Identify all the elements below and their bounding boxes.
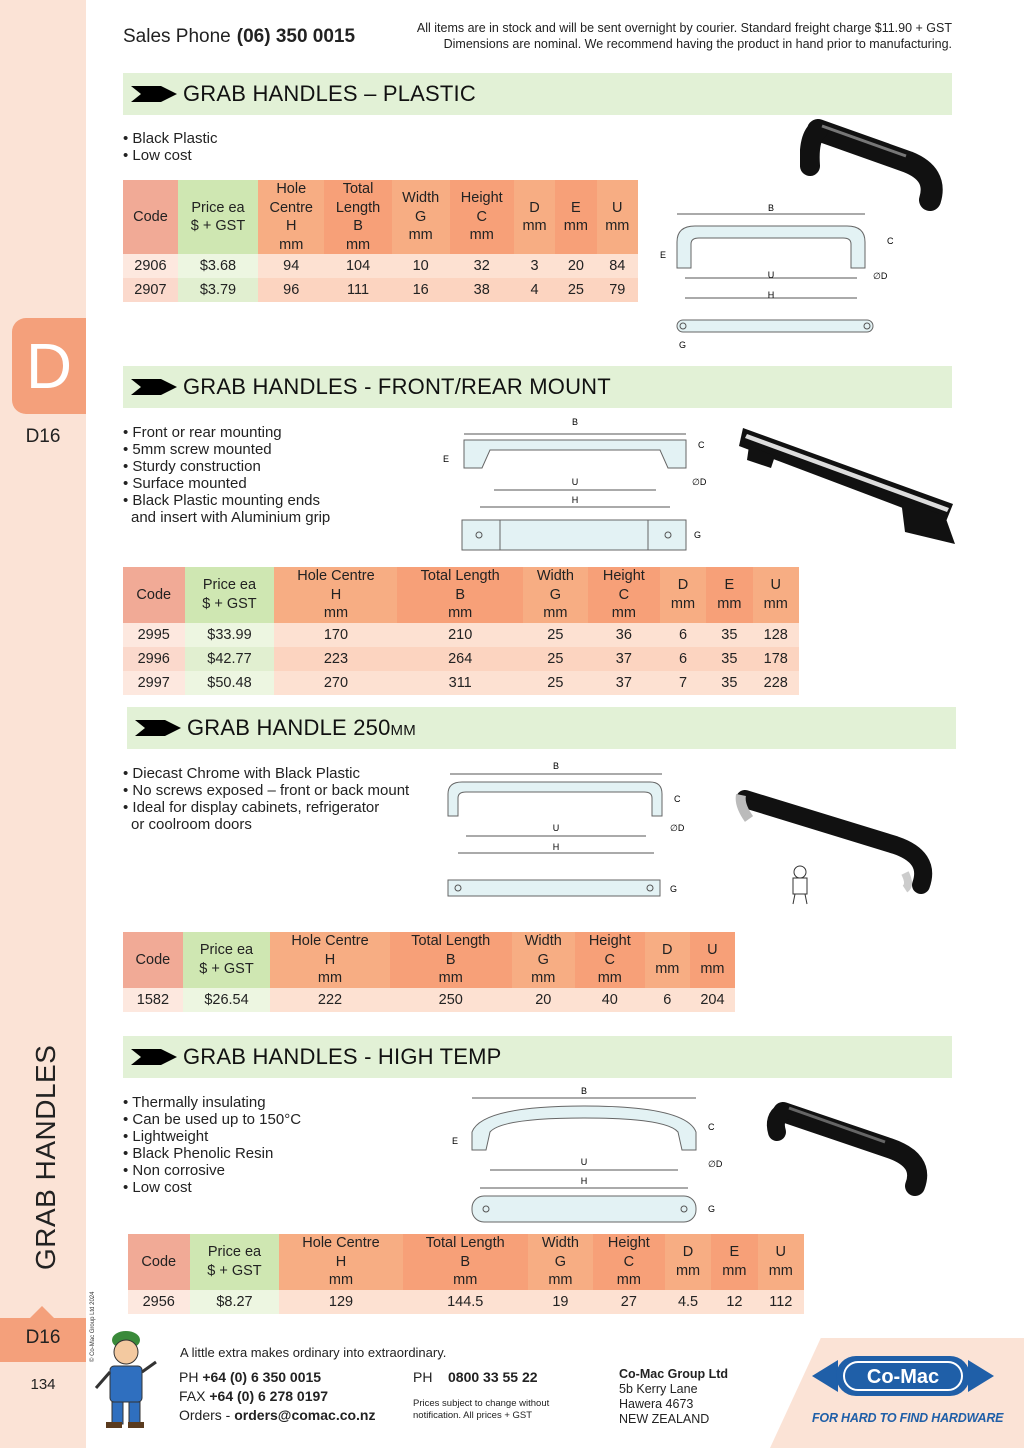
dim-label: H (552, 842, 560, 852)
table-cell: 210 (397, 623, 522, 647)
bullet: • Ideal for display cabinets, refrigerator (123, 799, 380, 816)
section-title-unit: MM (390, 722, 416, 739)
table-cell: 19 (528, 1290, 593, 1314)
table-cell: 35 (706, 647, 752, 671)
dim-label: E (452, 1136, 459, 1146)
table-cell: 104 (324, 254, 391, 278)
section-title-main: GRAB HANDLE 250 (187, 715, 391, 740)
sales-phone-label: Sales Phone (123, 26, 231, 47)
column-header: E mm (555, 180, 596, 254)
section-bar-high-temp (123, 1036, 952, 1078)
section-letter-tab: D (12, 318, 86, 414)
ph2-number: 0800 33 55 22 (448, 1369, 538, 1385)
table-cell: 36 (588, 623, 660, 647)
table-cell: 4.5 (665, 1290, 711, 1314)
table-row (123, 647, 799, 671)
table-cell: 25 (523, 671, 588, 695)
table-cell: 112 (758, 1290, 804, 1314)
table-row (123, 278, 638, 302)
table-cell: 228 (753, 671, 799, 695)
table-cell: 84 (597, 254, 638, 278)
diagram-high-temp (446, 1084, 736, 1229)
table-cell: 270 (274, 671, 397, 695)
dim-label: ∅D (670, 823, 685, 833)
dim-label: U (767, 270, 775, 280)
dim-label: B (767, 203, 775, 213)
table-cell: 12 (711, 1290, 757, 1314)
table-cell: 2907 (123, 278, 178, 302)
table-cell: 27 (593, 1290, 665, 1314)
column-header: Price ea $ + GST (185, 567, 275, 623)
column-header: D mm (665, 1234, 711, 1290)
table-cell: 16 (392, 278, 450, 302)
orders-email[interactable]: orders@comac.co.nz (234, 1407, 376, 1423)
handle-photo-plastic (800, 118, 945, 213)
handle-photo-high-temp (765, 1098, 935, 1198)
dim-label: B (552, 761, 560, 771)
column-header: Hole Centre H mm (258, 180, 324, 254)
handle-photo-250mm (735, 785, 935, 895)
table-cell: 7 (660, 671, 706, 695)
table-row (128, 1290, 804, 1314)
sales-phone-number: (06) 350 0015 (236, 26, 356, 47)
table-cell: 178 (753, 647, 799, 671)
bullet: • Black Phenolic Resin (123, 1145, 274, 1162)
column-header: D mm (660, 567, 706, 623)
mascot-small-icon (785, 864, 815, 906)
dim-label: G (708, 1204, 716, 1214)
table-cell: 6 (645, 988, 690, 1012)
table-cell: 170 (274, 623, 397, 647)
dim-label: ∅D (708, 1159, 723, 1169)
bullet: • No screws exposed – front or back mount (123, 782, 410, 799)
arrow-icon (131, 377, 177, 397)
footer-prices-note (413, 1398, 583, 1422)
column-header: D mm (645, 932, 690, 988)
dim-label: G (679, 340, 687, 350)
table-cell: 111 (324, 278, 391, 302)
bullets-front-rear (123, 424, 330, 526)
column-header: E mm (706, 567, 752, 623)
column-header: Width G mm (392, 180, 450, 254)
table-cell: 35 (706, 671, 752, 695)
table-cell: $26.54 (183, 988, 270, 1012)
dim-label: ∅D (692, 477, 707, 487)
section-title: GRAB HANDLES – PLASTIC (183, 81, 476, 106)
table-cell: 129 (279, 1290, 402, 1314)
table-cell: 35 (706, 623, 752, 647)
column-header: Price ea $ + GST (183, 932, 270, 988)
bullet: • Black Plastic mounting ends (123, 492, 321, 509)
dim-label: C (698, 440, 705, 450)
prices-line1: Prices subject to change without (413, 1398, 550, 1409)
copyright-text: © Co-Mac Group Ltd 2024 (90, 1291, 96, 1362)
section-title: GRAB HANDLES - HIGH TEMP (183, 1044, 502, 1069)
column-header: Height C mm (575, 932, 645, 988)
table-cell: $50.48 (185, 671, 275, 695)
column-header: Code (123, 932, 183, 988)
table-cell: 2995 (123, 623, 185, 647)
bullet: • Black Plastic (123, 130, 218, 147)
column-header: Price ea $ + GST (190, 1234, 280, 1290)
table-cell: 20 (555, 254, 596, 278)
table-header-row (123, 567, 799, 623)
dim-label: H (571, 495, 579, 505)
column-header: Price ea $ + GST (178, 180, 258, 254)
table-cell: 250 (390, 988, 512, 1012)
column-header: E mm (711, 1234, 757, 1290)
table-header-row (123, 180, 638, 254)
column-header: Total Length B mm (403, 1234, 528, 1290)
bullets-250mm (123, 765, 409, 833)
handle-photo-front-rear (735, 420, 960, 545)
column-header: Hole Centre H mm (270, 932, 390, 988)
bullets-plastic (123, 130, 217, 164)
orders-label: Orders - (179, 1407, 231, 1423)
table-cell: 2996 (123, 647, 185, 671)
table-cell: $33.99 (185, 623, 275, 647)
arrow-icon (131, 84, 177, 104)
bullet: or coolroom doors (131, 816, 252, 833)
table-cell: 6 (660, 647, 706, 671)
table-cell: $42.77 (185, 647, 275, 671)
table-cell: 94 (258, 254, 324, 278)
table-cell: 10 (392, 254, 450, 278)
bullet: • Surface mounted (123, 475, 247, 492)
column-header: Code (128, 1234, 190, 1290)
arrow-icon (131, 1047, 177, 1067)
bullet: • Can be used up to 150°C (123, 1111, 302, 1128)
arrow-icon (135, 718, 181, 738)
column-header: Height C mm (450, 180, 514, 254)
dim-label: B (571, 417, 579, 427)
section-bar-250mm (127, 707, 956, 749)
table-row (123, 988, 735, 1012)
column-header: D mm (514, 180, 555, 254)
dim-label: C (708, 1122, 715, 1132)
bullet: • Diecast Chrome with Black Plastic (123, 765, 360, 782)
table-cell: 2997 (123, 671, 185, 695)
bullet: • Sturdy construction (123, 458, 261, 475)
section-bar-front-rear (123, 366, 952, 408)
sales-phone (123, 26, 355, 48)
dim-label: C (887, 236, 894, 246)
table-cell: 37 (588, 671, 660, 695)
address-line: NEW ZEALAND (619, 1412, 710, 1426)
column-header: U mm (690, 932, 735, 988)
dim-label: B (580, 1086, 588, 1096)
table-cell: 223 (274, 647, 397, 671)
table-row (123, 623, 799, 647)
mascot-icon (92, 1326, 162, 1430)
table-header-row (123, 932, 735, 988)
column-header: Width G mm (523, 567, 588, 623)
table-cell: 4 (514, 278, 555, 302)
fax-label: FAX (179, 1388, 206, 1404)
dim-label: H (580, 1176, 588, 1186)
spec-table-high-temp (128, 1234, 804, 1314)
table-header-row (128, 1234, 804, 1290)
bullet: • Non corrosive (123, 1162, 225, 1179)
address-line: Hawera 4673 (619, 1397, 694, 1411)
diagram-front-rear (438, 414, 718, 556)
column-header: Height C mm (593, 1234, 665, 1290)
dim-label: U (571, 477, 579, 487)
table-cell: 25 (523, 623, 588, 647)
table-cell: 25 (555, 278, 596, 302)
dim-label: ∅D (873, 271, 888, 281)
table-cell: 6 (660, 623, 706, 647)
column-header: Width G mm (528, 1234, 593, 1290)
bullet: • Low cost (123, 147, 192, 164)
prices-line2: notification. All prices + GST (413, 1410, 533, 1421)
table-cell: 264 (397, 647, 522, 671)
column-header: Height C mm (588, 567, 660, 623)
shipping-note-line1: All items are in stock and will be sent overnight by courier. Standard freight charge $11.90 + GST (416, 21, 952, 35)
column-header: Hole Centre H mm (274, 567, 397, 623)
company-name: Co-Mac Group Ltd (619, 1367, 729, 1381)
bullet: • Low cost (123, 1179, 192, 1196)
table-cell: 96 (258, 278, 324, 302)
dim-label: E (660, 250, 667, 260)
table-cell: 38 (450, 278, 514, 302)
section-title: GRAB HANDLES - FRONT/REAR MOUNT (183, 374, 611, 399)
column-header: U mm (758, 1234, 804, 1290)
bullet: • Thermally insulating (123, 1094, 266, 1111)
spec-table-plastic (123, 180, 638, 302)
bullet: • Front or rear mounting (123, 424, 282, 441)
logo-text: Co-Mac (866, 1366, 940, 1388)
bullets-high-temp (123, 1094, 301, 1196)
table-cell: $3.68 (178, 254, 258, 278)
table-cell: 311 (397, 671, 522, 695)
dim-label: H (767, 290, 775, 300)
column-header: Total Length B mm (324, 180, 391, 254)
column-header: Total Length B mm (390, 932, 512, 988)
table-cell: $8.27 (190, 1290, 280, 1314)
footer-tagline: A little extra makes ordinary into extraordinary. (180, 1345, 447, 1360)
table-cell: 1582 (123, 988, 183, 1012)
page-number: 134 (30, 1376, 56, 1393)
bullet: • 5mm screw mounted (123, 441, 272, 458)
table-cell: 40 (575, 988, 645, 1012)
table-cell: 20 (512, 988, 575, 1012)
column-header: Width G mm (512, 932, 575, 988)
dim-label: G (694, 530, 702, 540)
shipping-note-line2: Dimensions are nominal. We recommend having the product in hand prior to manufacturing. (443, 37, 952, 51)
dim-label: U (580, 1157, 588, 1167)
diagram-250mm (440, 758, 695, 903)
spec-table-250mm (123, 932, 735, 1012)
spec-table-front-rear (123, 567, 799, 695)
logo-tagline: FOR HARD TO FIND HARDWARE (812, 1411, 1004, 1425)
column-header: Code (123, 567, 185, 623)
footer-freephone (413, 1368, 538, 1387)
diagram-plastic (655, 200, 895, 358)
table-cell: 32 (450, 254, 514, 278)
side-vertical-title: GRAB HANDLES (30, 1044, 61, 1270)
fax-number: +64 (0) 6 278 0197 (209, 1388, 329, 1404)
bullet: and insert with Aluminium grip (131, 509, 331, 526)
table-cell: 144.5 (403, 1290, 528, 1314)
bottom-page-code: D16 (0, 1318, 86, 1362)
column-header: U mm (753, 567, 799, 623)
column-header: Total Length B mm (397, 567, 522, 623)
column-header: Hole Centre H mm (279, 1234, 402, 1290)
ph2-label: PH (413, 1369, 433, 1385)
section-title (187, 715, 416, 741)
table-cell: 79 (597, 278, 638, 302)
table-cell: 25 (523, 647, 588, 671)
table-cell: $3.79 (178, 278, 258, 302)
section-bar-plastic (123, 73, 952, 115)
bullet: • Lightweight (123, 1128, 209, 1145)
ph-number: +64 (0) 6 350 0015 (202, 1369, 322, 1385)
footer-address (619, 1367, 728, 1427)
column-header: U mm (597, 180, 638, 254)
table-cell: 37 (588, 647, 660, 671)
table-cell: 222 (270, 988, 390, 1012)
side-page-code: D16 (25, 426, 61, 447)
dim-label: E (443, 454, 450, 464)
table-cell: 2956 (128, 1290, 190, 1314)
table-row (123, 671, 799, 695)
dim-label: C (674, 794, 681, 804)
address-line: 5b Kerry Lane (619, 1382, 698, 1396)
ph-label: PH (179, 1369, 199, 1385)
table-cell: 128 (753, 623, 799, 647)
table-cell: 3 (514, 254, 555, 278)
dim-label: U (552, 823, 560, 833)
table-cell: 2906 (123, 254, 178, 278)
table-cell: 204 (690, 988, 735, 1012)
column-header: Code (123, 180, 178, 254)
shipping-note (332, 20, 952, 52)
footer-contact (179, 1368, 376, 1425)
dim-label: G (670, 884, 678, 894)
table-row (123, 254, 638, 278)
